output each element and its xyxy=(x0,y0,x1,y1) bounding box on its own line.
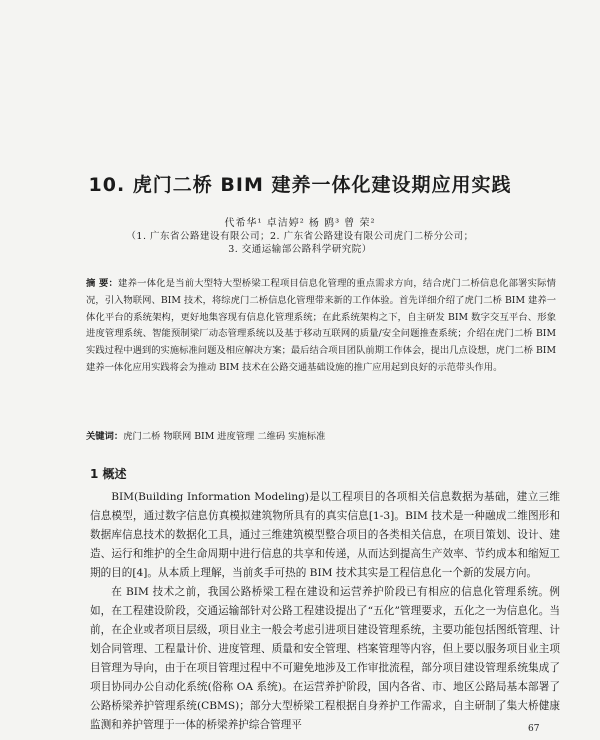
keywords-label: 关键词： xyxy=(86,431,124,442)
keywords-text: 虎门二桥 物联网 BIM 进度管理 二维码 实施标准 xyxy=(123,431,326,442)
abstract xyxy=(86,276,556,377)
paper-title: 10. 虎门二桥 BIM 建养一体化建设期应用实践 xyxy=(88,174,512,196)
page-number: 67 xyxy=(528,724,540,734)
section-heading: 1 概述 xyxy=(90,467,127,481)
paragraph-1: BIM(Building Information Modeling)是以工程项目的各项相关信息数据为基础，建立三维信息模型，通过数字信息仿真模拟建筑物所具有的真实信息[1-3]。BIM 技术是一种融成二维图形和数据库信息技术的数据化工具，通过三维建筑模型整合项目的各类相关信息，在项目策划、设计、建造、运行和维护的全生命周期中进行信息的共享和传递，从而达到提高生产效率、节约成本和缩短工期的目的[4]。从本质上理解，当前炙手可热的 BIM 技术其实是工程信息化一个新的发展方向。 xyxy=(90,491,560,579)
author-list: 代希华¹ 卓洁婷² 杨 鸥³ 曾 荣² xyxy=(224,218,376,229)
affiliation-line-2: 3. 交通运输部公路科学研究院） xyxy=(228,244,372,255)
abstract-text: 建养一体化是当前大型特大型桥梁工程项目信息化管理的重点需求方向，结合虎门二桥信息化部署实际情况，引入物联网、BIM 技术，将综虎门二桥信息化管理带来新的工作体验。首先详细介绍了虎门二桥 BIM 建养一体化平台的系统架构，更好地集容现有信息化管理系统；在此系统架构之下，自主研发 BIM 数字交互平台、形象进度管理系统、智能预制梁厂动态管理系统以及基于移动互联网的质量/安全问题推查系统；介绍在虎门二桥 BIM 实践过程中遇到的实施标准问题及相应解决方案；最后结合项目团队前期工作体会，提出几点设想，虎门二桥 BIM 建养一体化应用实践将会为推动 BIM 技术在公路交通基础设施的推广应用起到良好的示范带头作用。 xyxy=(86,278,556,373)
keywords xyxy=(86,428,556,442)
affiliation-line-1: （1. 广东省公路建设有限公司；2. 广东省公路建设有限公司虎门二桥分公司； xyxy=(126,231,474,242)
paragraph-2: 在 BIM 技术之前，我国公路桥梁工程在建设和运营养护阶段已有相应的信息化管理系统。例如，在工程建设阶段，交通运输部针对公路工程建设提出了“五化”管理要求，五化之一为信息化。当前，在企业或者项目层级，项目业主一般会考虑引进项目建设管理系统，主要功能包括图纸管理、计划合同管理、工程量计价、进度管理、质量和安全管理、档案管理等内容，但上要以服务项目业主项目管理为导向，由于在项目管理过程中不可避免地涉及工作审批流程，部分项目建设管理系统集成了项目协同办公自动化系统(俗称 OA 系统)。在运营养护阶段，国内各省、市、地区公路局基本部署了公路桥梁养护管理系统(CBMS)；部分大型桥梁工程根据自身养护工作需求，自主研制了集大桥健康监测和养护管理于一体的桥梁养护综合管理平 xyxy=(90,586,560,731)
affiliations xyxy=(0,230,600,256)
abstract-label: 摘 要： xyxy=(86,278,119,289)
body-text xyxy=(90,488,560,735)
